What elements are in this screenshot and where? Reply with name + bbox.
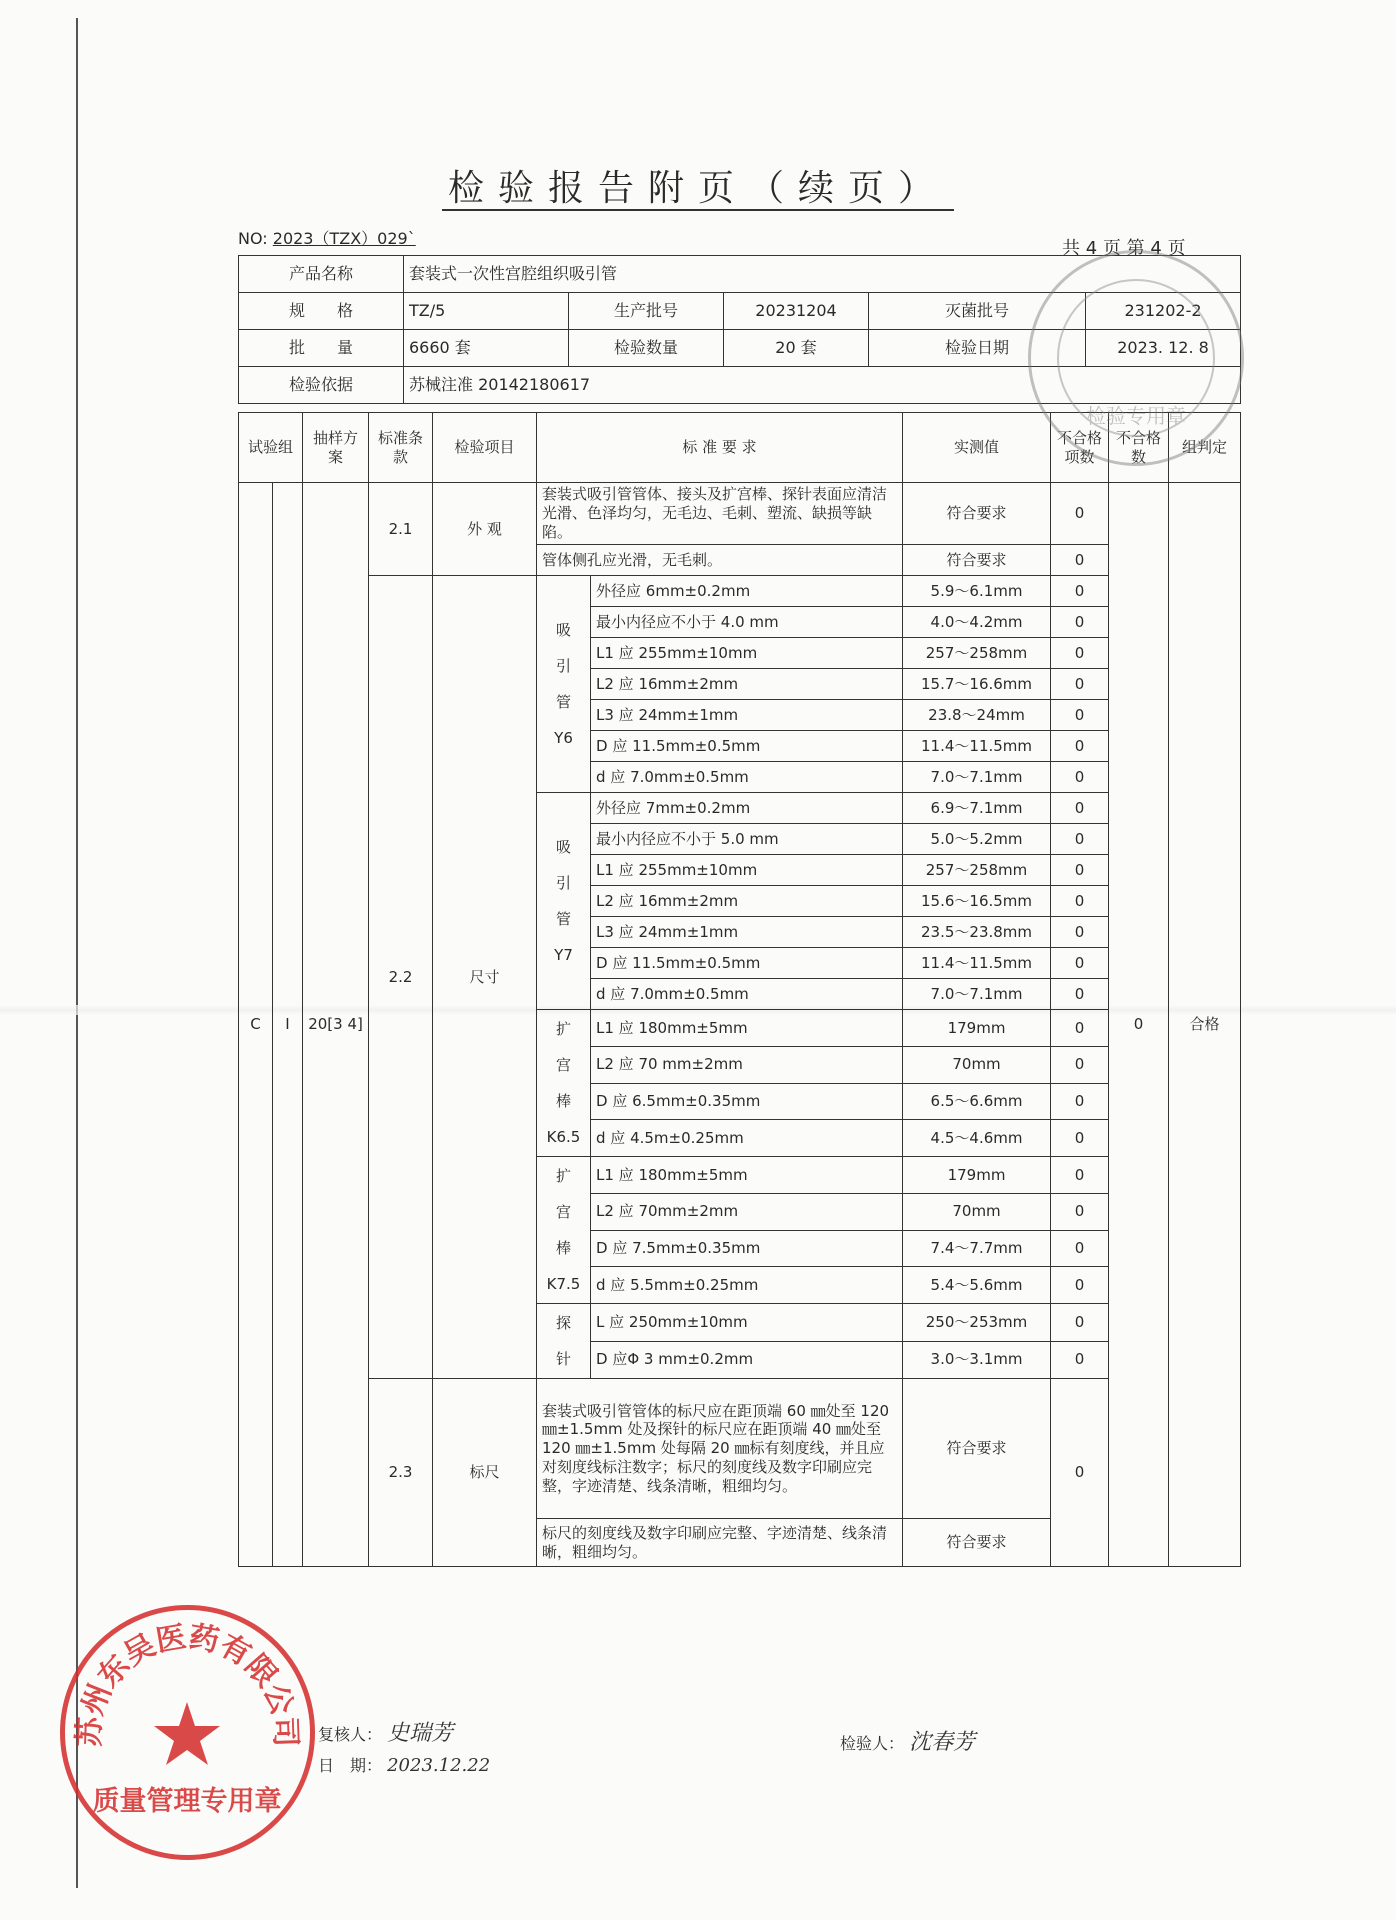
col-verdict: 组判定 [1169,413,1241,483]
val-2-3-b: 符合要求 [903,1519,1051,1567]
clause-2-1: 2.1 [369,483,433,576]
dim-requirement: L1 应 255mm±10mm [591,855,903,886]
dim-nonconf: 0 [1051,638,1109,669]
dim-nonconf: 0 [1051,948,1109,979]
dim-nonconf: 0 [1051,1193,1109,1230]
subgroup-label: 探 针 [537,1304,591,1379]
dim-nonconf: 0 [1051,669,1109,700]
inspection-date: 2023. 12. 8 [1086,330,1241,367]
dim-requirement: L2 应 16mm±2mm [591,886,903,917]
req-2-1-a: 套装式吸引管管体、接头及扩宫棒、探针表面应清洁光滑、色泽均匀，无毛边、毛刺、塑流、缺损等缺陷。 [537,483,903,545]
page-info: 共 4 页 第 4 页 [1062,238,1186,259]
dim-measured: 70mm [903,1046,1051,1083]
subgroup-label: 吸 引 管 Y7 [537,793,591,1010]
dim-requirement: D 应 7.5mm±0.35mm [591,1230,903,1267]
sampling-plan: 20[3 4] [303,483,369,1567]
dim-measured: 11.4～11.5mm [903,731,1051,762]
col-item: 检验项目 [433,413,537,483]
inspector-signature: 沈春芳 [909,1730,976,1755]
dim-nonconf: 0 [1051,917,1109,948]
dim-measured: 23.5～23.8mm [903,917,1051,948]
col-nonconf-items: 不合格项数 [1051,413,1109,483]
clause-2-2: 2.2 [369,576,433,1379]
basis: 苏械注准 20142180617 [404,367,1241,404]
product-name: 套装式一次性宫腔组织吸引管 [404,256,1241,293]
item-scale: 标尺 [433,1379,537,1567]
n-2-3: 0 [1051,1379,1109,1567]
dim-measured: 15.7～16.6mm [903,669,1051,700]
col-nonconf-count: 不合格数 [1109,413,1169,483]
dim-requirement: L1 应 255mm±10mm [591,638,903,669]
dim-requirement: 最小内径应不小于 4.0 mm [591,607,903,638]
col-requirement: 标 准 要 求 [537,413,903,483]
n-2-1-b: 0 [1051,545,1109,576]
col-measured: 实测值 [903,413,1051,483]
dim-requirement: L2 应 16mm±2mm [591,669,903,700]
dim-measured: 70mm [903,1193,1051,1230]
dim-measured: 5.4～5.6mm [903,1267,1051,1304]
star-icon [154,1702,220,1765]
dim-measured: 5.0～5.2mm [903,824,1051,855]
inspector: 检验人： 沈春芳 [840,1730,976,1755]
val-2-1-b: 符合要求 [903,545,1051,576]
basis-label: 检验依据 [239,367,404,404]
dim-requirement: d 应 7.0mm±0.5mm [591,979,903,1010]
qty: 20 套 [724,330,869,367]
scan-edge-line [76,18,78,1888]
dim-nonconf: 0 [1051,731,1109,762]
dim-requirement: L3 应 24mm±1mm [591,917,903,948]
n-2-1-a: 0 [1051,483,1109,545]
dim-measured: 4.0～4.2mm [903,607,1051,638]
dim-measured: 7.0～7.1mm [903,979,1051,1010]
dim-nonconf: 0 [1051,1010,1109,1047]
col-group: 试验组 [239,413,303,483]
group-verdict: 合格 [1169,483,1241,1567]
date-label: 检验日期 [869,330,1086,367]
test-center-stamp [1028,250,1244,466]
group-c: C [239,483,273,1567]
dim-measured: 6.9～7.1mm [903,793,1051,824]
dim-requirement: D 应 6.5mm±0.35mm [591,1083,903,1120]
dim-measured: 179mm [903,1157,1051,1194]
dim-nonconf: 0 [1051,1046,1109,1083]
dim-requirement: 外径应 7mm±0.2mm [591,793,903,824]
product-name-label: 产品名称 [239,256,404,293]
dim-nonconf: 0 [1051,1341,1109,1379]
dim-nonconf: 0 [1051,576,1109,607]
dim-measured: 7.0～7.1mm [903,762,1051,793]
sterilization-no: 231202-2 [1086,293,1241,330]
review-date: 日 期： 2023.12.22 [318,1755,491,1776]
reviewer-signature: 史瑞芳 [387,1721,454,1746]
group-i: I [273,483,303,1567]
review-date-value: 2023.12.22 [387,1755,491,1776]
req-2-1-b: 管体侧孔应光滑，无毛刺。 [537,545,903,576]
report-number: NO: 2023（TZX）029` [238,229,416,248]
dim-measured: 7.4～7.7mm [903,1230,1051,1267]
dim-requirement: L3 应 24mm±1mm [591,700,903,731]
dim-requirement: L2 应 70 mm±2mm [591,1046,903,1083]
val-2-3-a: 符合要求 [903,1379,1051,1519]
dim-nonconf: 0 [1051,1083,1109,1120]
page-title: 检验报告附页（续页） [0,160,1396,211]
dim-requirement: L 应 250mm±10mm [591,1304,903,1342]
reviewer: 复核人： 史瑞芳 [318,1721,454,1746]
subgroup-label: 扩 宫 棒 K7.5 [537,1157,591,1304]
dim-measured: 6.5～6.6mm [903,1083,1051,1120]
dim-nonconf: 0 [1051,824,1109,855]
inspection-table [238,412,1241,1567]
lot-label: 批 量 [239,330,404,367]
clause-2-3: 2.3 [369,1379,433,1567]
subgroup-label: 吸 引 管 Y6 [537,576,591,793]
company-seal [60,1605,315,1860]
spec-label: 规 格 [239,293,404,330]
company-seal-text: 苏州东吴医药有限公司 [72,1619,303,1748]
dim-requirement: 外径应 6mm±0.2mm [591,576,903,607]
dim-requirement: d 应 4.5m±0.25mm [591,1120,903,1157]
item-dimension: 尺寸 [433,576,537,1379]
dim-measured: 3.0～3.1mm [903,1341,1051,1379]
company-seal-subtext: 质量管理专用章 [92,1786,282,1817]
batch-label: 生产批号 [569,293,724,330]
sterilization-label: 灭菌批号 [869,293,1086,330]
subgroup-label: 扩 宫 棒 K6.5 [537,1010,591,1157]
dim-nonconf: 0 [1051,762,1109,793]
dim-nonconf: 0 [1051,793,1109,824]
dim-requirement: D 应Φ 3 mm±0.2mm [591,1341,903,1379]
dim-nonconf: 0 [1051,855,1109,886]
dim-nonconf: 0 [1051,1157,1109,1194]
dim-measured: 15.6～16.5mm [903,886,1051,917]
dim-requirement: L1 应 180mm±5mm [591,1010,903,1047]
col-clause: 标准条款 [369,413,433,483]
test-center-stamp-text: 检验专用章 [1086,404,1186,428]
dim-measured: 11.4～11.5mm [903,948,1051,979]
dim-requirement: D 应 11.5mm±0.5mm [591,731,903,762]
dim-nonconf: 0 [1051,607,1109,638]
dim-nonconf: 0 [1051,1230,1109,1267]
dim-measured: 257～258mm [903,855,1051,886]
dim-measured: 257～258mm [903,638,1051,669]
dim-nonconf: 0 [1051,700,1109,731]
item-appearance: 外 观 [433,483,537,576]
dim-requirement: D 应 11.5mm±0.5mm [591,948,903,979]
spec: TZ/5 [404,293,569,330]
dim-nonconf: 0 [1051,979,1109,1010]
dim-requirement: L1 应 180mm±5mm [591,1157,903,1194]
nonconf-count: 0 [1109,483,1169,1567]
qty-label: 检验数量 [569,330,724,367]
dim-measured: 23.8～24mm [903,700,1051,731]
dim-nonconf: 0 [1051,1267,1109,1304]
req-2-3-a: 套装式吸引管管体的标尺应在距顶端 60 ㎜处至 120 ㎜±1.5mm 处及探针的标尺应在距顶端 40 ㎜处至 120 ㎜±1.5mm 处每隔 20 ㎜标有刻度线，并且应对刻度线标注数字；标尺的刻度线及数字印刷应完整，字迹清楚、线条清晰，粗细均匀。 [537,1379,903,1519]
batch-no: 20231204 [724,293,869,330]
dim-requirement: L2 应 70mm±2mm [591,1193,903,1230]
dim-nonconf: 0 [1051,1120,1109,1157]
dim-requirement: d 应 7.0mm±0.5mm [591,762,903,793]
req-2-3-b: 标尺的刻度线及数字印刷应完整、字迹清楚、线条清晰，粗细均匀。 [537,1519,903,1567]
dim-measured: 4.5～4.6mm [903,1120,1051,1157]
dim-nonconf: 0 [1051,1304,1109,1342]
dim-requirement: d 应 5.5mm±0.25mm [591,1267,903,1304]
dim-nonconf: 0 [1051,886,1109,917]
dim-measured: 5.9～6.1mm [903,576,1051,607]
dim-measured: 250～253mm [903,1304,1051,1342]
lot: 6660 套 [404,330,569,367]
col-sampling: 抽样方案 [303,413,369,483]
dim-measured: 179mm [903,1010,1051,1047]
val-2-1-a: 符合要求 [903,483,1051,545]
dim-requirement: 最小内径应不小于 5.0 mm [591,824,903,855]
